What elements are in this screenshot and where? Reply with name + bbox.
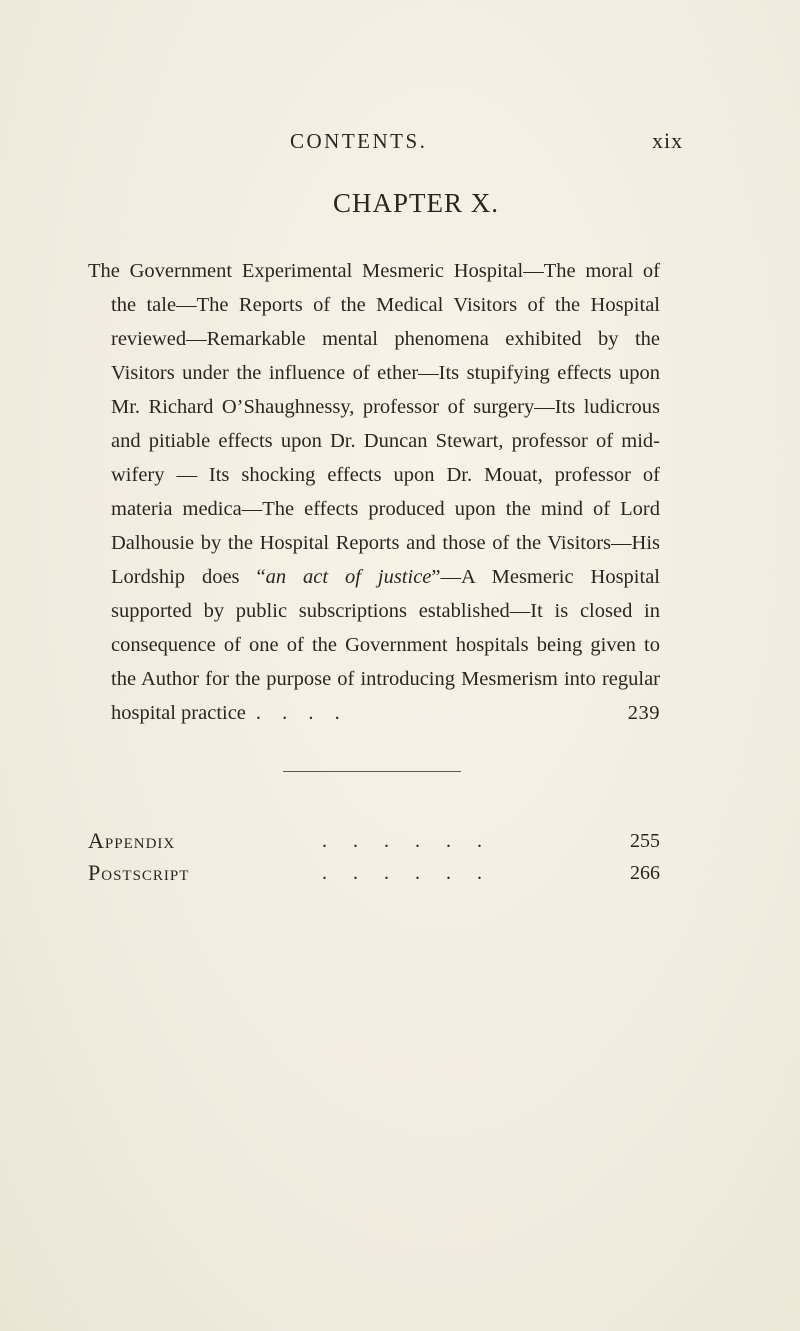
- summary-text-continued: ”—A Mesmeric Hospital supported by public subscriptions established—It is closed in consequence of one of the Government hospitals being given to the Author for the purpose of introducing Mesmerism into regular hospital practice: [111, 566, 660, 724]
- toc-entry-label: Appendix: [88, 828, 176, 853]
- chapter-summary: [88, 254, 660, 730]
- chapter-heading: CHAPTER X.: [332, 188, 499, 218]
- section-divider: [283, 771, 461, 772]
- running-head: [0, 126, 800, 156]
- folio-page-number: xix: [652, 128, 684, 153]
- summary-text: The Government Experimental Mesmeric Hospital—The moral of the tale—The Reports of the Medical Visitors of the Hospital reviewed—Remarkable mental phenomena exhibited by the Visitors under the influence of ether—Its stupifying effects upon Mr. Richard O’Shaughnessy, professor of surgery—Its ludicrous and pitiable effects upon Dr. Duncan Stewart, professor of mid-wifery — Its shocking effects upon Dr. Mouat, professor of materia medica—The effects produced upon the mind of Lord Dalhousie by the Hospital Reports and those of the Visitors—His Lordship does “: [88, 260, 660, 588]
- toc-entry-page-number: 255: [630, 830, 660, 852]
- dot-leaders: ......: [322, 830, 508, 852]
- toc-entry-postscript: [88, 858, 660, 888]
- running-title: CONTENTS.: [290, 129, 428, 153]
- dot-leaders: . . . .: [255, 702, 348, 724]
- chapter-page-number: 239: [627, 702, 660, 724]
- toc-entry-label: Postscript: [88, 860, 190, 885]
- dot-leaders: ......: [322, 862, 508, 884]
- toc-entry-page-number: 266: [630, 862, 660, 884]
- toc-entry-appendix: [88, 826, 660, 856]
- summary-italic-phrase: an act of justice: [265, 566, 432, 588]
